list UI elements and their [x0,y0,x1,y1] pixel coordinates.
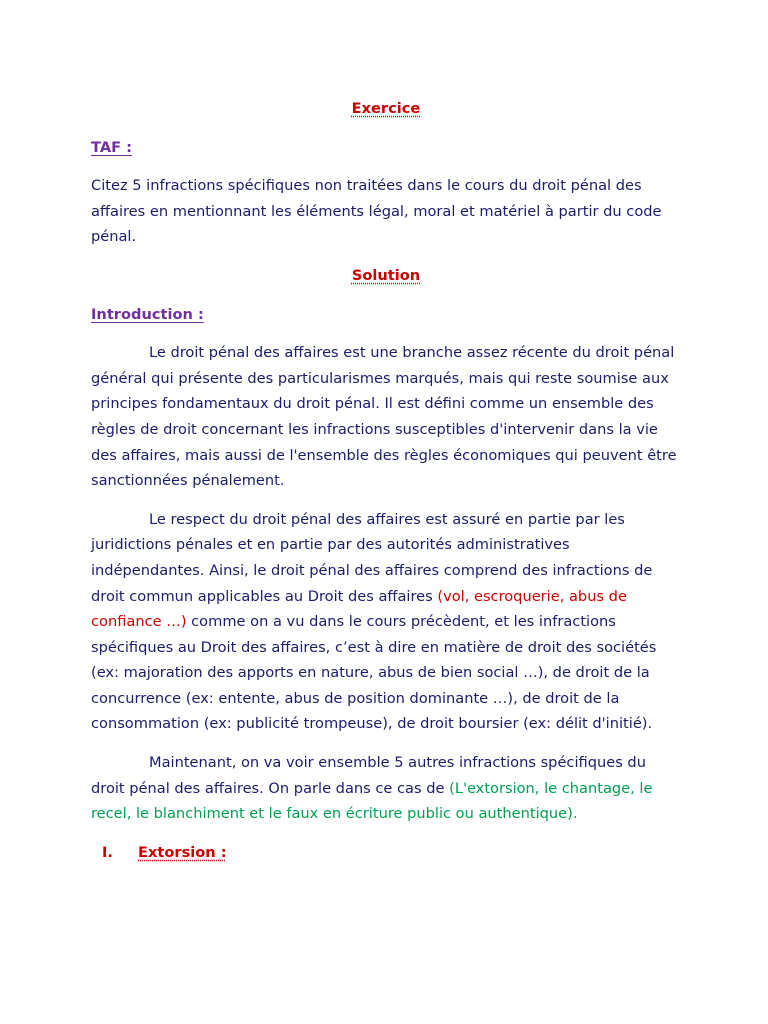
intro-paragraph-1: Le droit pénal des affaires est une branche assez récente du droit pénal général qui présente des particularismes marqués, mais qui reste soumise aux principes fondamentaux du droit pénal. Il est défini comme un ensemble des règles de droit concernant les infractions susceptibles d'intervenir dans la vie des affaires, mais aussi de l'ensemble des règles économiques qui peuvent être sanctionnées pénalement. [91,344,677,490]
specific-offenses-highlight: (L'extorsion, le chantage, le recel, le blanchiment et le faux en écriture public ou authentique). [91,779,653,823]
intro-paragraph-2 [91,507,681,737]
introduction-label: Introduction : [91,305,204,323]
paragraph-2-text-start: Le respect du droit pénal des affaires est assuré en partie par les juridictions pénales et en partie par des autorités administratives indépendantes. Ainsi, le droit pénal des affaires comprend des infractions de droit commun applicables au Droit des affaires [91,510,653,605]
intro-paragraph-3 [91,750,681,827]
common-law-offenses-highlight: (vol, escroquerie, abus de confiance …) [91,587,627,631]
exercise-title: Exercice [351,100,421,117]
taf-text: Citez 5 infractions spécifiques non traitées dans le cours du droit pénal des affaires en mentionnant les éléments légal, moral et matériel à partir du code pénal. [91,177,662,246]
document-page [91,96,681,865]
solution-title: Solution [351,266,421,284]
paragraph-3-text-start: Maintenant, on va voir ensemble 5 autres infractions spécifiques du droit pénal des affaires. On parle dans ce cas de [91,754,646,797]
section-heading-extorsion [91,840,681,866]
section-number: I. [102,843,113,861]
paragraph-2-text-end: comme on a vu dans le cours précèdent, et les infractions spécifiques au Droit des affaires, c’est à dire en matière de droit des sociétés (ex: majoration des apports en nature, abus de bien social …), de droit de la concurrence (ex: entente, abus de position dominante …), de droit de la consommation (ex: publicité trompeuse), de droit boursier (ex: délit d'initié). [91,613,657,733]
section-title: Extorsion : [138,843,227,861]
taf-label: TAF : [91,138,133,156]
